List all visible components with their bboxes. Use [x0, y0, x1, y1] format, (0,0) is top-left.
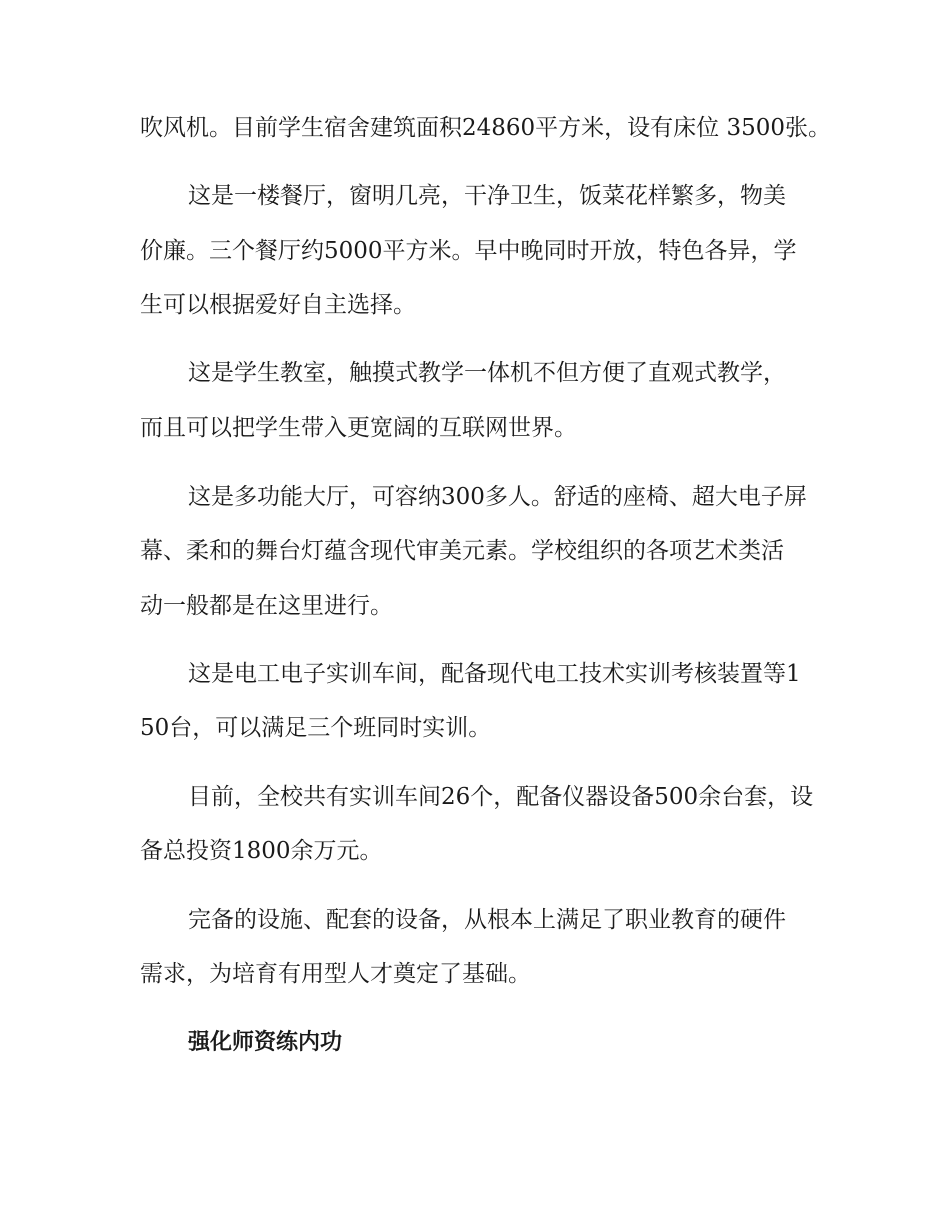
text-line: 价廉。三个餐厅约5000平方米。早中晚同时开放，特色各异，学: [140, 238, 797, 264]
text-line: 幕、柔和的舞台灯蕴含现代审美元素。学校组织的各项艺术类活: [140, 538, 784, 564]
text-line: 这是一楼餐厅，窗明几亮，干净卫生，饭菜花样繁多，物美: [188, 183, 786, 209]
text-line: 生可以根据爱好自主选择。: [140, 292, 416, 318]
text-line: 50台，可以满足三个班同时实训。: [140, 715, 492, 741]
text-line: 这是学生教室，触摸式教学一体机不但方便了直观式教学，: [188, 360, 786, 386]
text-line: 动一般都是在这里进行。: [140, 593, 393, 619]
text-line: 完备的设施、配套的设备，从根本上满足了职业教育的硬件: [188, 907, 786, 933]
text-line: 吹风机。目前学生宿舍建筑面积24860平方米，设有床位 3500张。: [140, 115, 832, 141]
text-line: 备总投资1800余万元。: [140, 838, 383, 864]
text-line: 这是多功能大厅，可容纳300多人。舒适的座椅、超大电子屏: [188, 484, 807, 510]
text-line: 这是电工电子实训车间，配备现代电工技术实训考核装置等1: [188, 661, 801, 687]
section-heading: 强化师资练内功: [188, 1030, 343, 1055]
text-line: 目前，全校共有实训车间26个，配备仪器设备500余台套，设: [188, 784, 814, 810]
text-line: 而且可以把学生带入更宽阔的互联网世界。: [140, 415, 577, 441]
text-line: 需求，为培育有用型人才奠定了基础。: [140, 961, 531, 987]
